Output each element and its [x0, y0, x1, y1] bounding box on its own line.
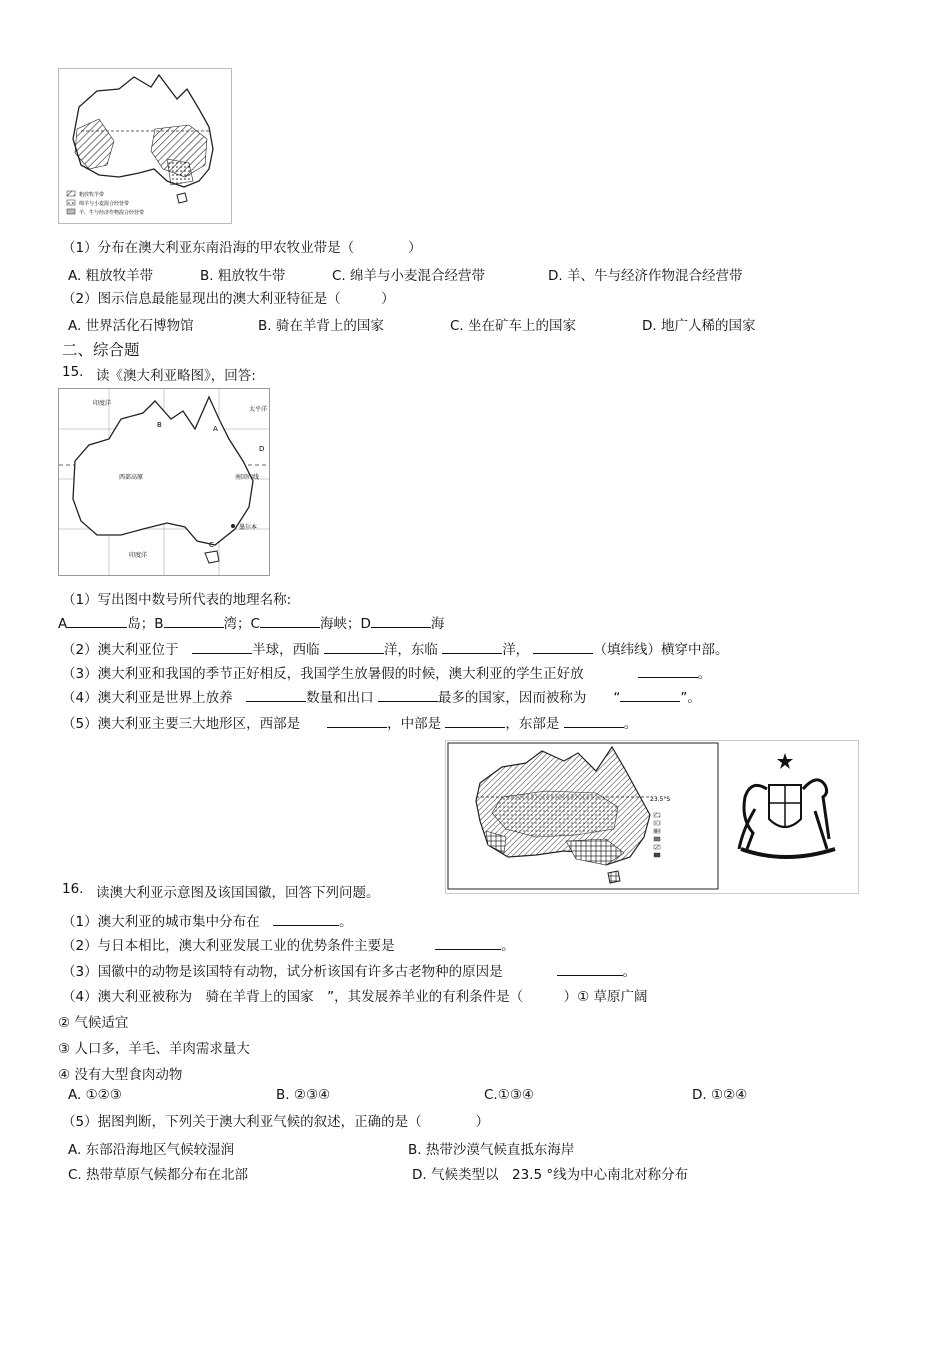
- blank-hemisphere[interactable]: [192, 640, 252, 654]
- text-b: 岛；B: [127, 616, 164, 632]
- blank-holiday[interactable]: [638, 664, 698, 678]
- q14-part2-option-b[interactable]: B. 骑在羊背上的国家: [258, 318, 384, 334]
- text: （3）澳大利亚和我国的季节正好相反，我国学生放暑假的时候，澳大利亚的学生正好放: [62, 666, 584, 682]
- q16-sub5: （5）据图判断，下列关于澳大利亚气候的叙述，正确的是（ ）: [62, 1114, 490, 1130]
- text: （填纬线）横穿中部。: [593, 642, 729, 658]
- text: （3）国徽中的动物是该国特有动物，试分析该国有许多古老物种的原因是: [62, 964, 503, 980]
- q14-part1-option-d[interactable]: D. 羊、牛与经济作物混合经营带: [548, 268, 743, 284]
- blank-latitude[interactable]: [533, 640, 593, 654]
- map-label-c: C: [209, 541, 214, 549]
- blank-product[interactable]: [378, 688, 438, 702]
- map-label-western-plateau: 西部高原: [119, 474, 144, 481]
- blank-nickname[interactable]: [620, 688, 680, 702]
- climate-map-and-coat-of-arms: [446, 741, 858, 893]
- legend-text-1: 粗放牧羊带: [79, 192, 105, 198]
- q15-number: 15.: [62, 364, 84, 380]
- text: 。: [339, 914, 353, 930]
- q16-choice-4: ④ 没有大型食肉动物: [58, 1067, 183, 1083]
- text: 洋，: [502, 642, 530, 658]
- map-label-melbourne: 墨尔本: [239, 524, 258, 531]
- text: 。: [501, 938, 515, 954]
- q14-part2: （2）图示信息最能显现出的澳大利亚特征是（ ）: [62, 291, 395, 307]
- text-e: 海: [430, 616, 445, 632]
- legend-text-3: 羊、牛与经济作物混合经营带: [79, 210, 145, 216]
- blank-east[interactable]: [564, 714, 624, 728]
- australia-sketch-map: [59, 389, 269, 575]
- q15-sub4: [62, 686, 701, 706]
- section-heading: 二、综合题: [62, 341, 140, 359]
- text: 数量和出口: [306, 690, 374, 706]
- text: 。: [697, 666, 712, 682]
- q15-sub1-fill: [58, 612, 444, 632]
- map-label-indian-ocean-south: 印度洋: [129, 552, 148, 559]
- blank-west-ocean[interactable]: [324, 640, 384, 654]
- text: 。: [623, 716, 638, 732]
- q14-part2-option-d[interactable]: D. 地广人稀的国家: [642, 318, 756, 334]
- q16-sub4-option-b[interactable]: B. ②③④: [276, 1087, 331, 1103]
- q16-sub5-option-b[interactable]: B. 热带沙漠气候直抵东海岸: [408, 1142, 575, 1158]
- text: （4）澳大利亚是世界上放养: [62, 690, 233, 706]
- text: 最多的国家，因而被称为: [437, 690, 587, 706]
- q14-part1-option-a[interactable]: A. 粗放牧羊带: [68, 268, 154, 284]
- agriculture-map: [59, 69, 231, 223]
- q16-sub4: （4）澳大利亚被称为 骑在羊背上的国家 ”，其发展养羊业的有利条件是（ ）① 草原广阔: [62, 989, 648, 1005]
- blank-west[interactable]: [327, 714, 387, 728]
- map-label-a: A: [213, 425, 218, 433]
- map-label-pacific: 太平洋: [249, 406, 268, 413]
- blank-a[interactable]: [67, 614, 127, 628]
- text: （1）澳大利亚的城市集中分布在: [62, 914, 260, 930]
- q16-sub1: [62, 910, 353, 930]
- blank-c[interactable]: [260, 614, 320, 628]
- tropic-label: 23.5°S: [650, 796, 671, 803]
- text: 。: [622, 964, 637, 980]
- text: 洋，东临: [383, 642, 438, 658]
- blank-b[interactable]: [164, 614, 224, 628]
- agriculture-map-figure: [58, 68, 232, 224]
- blank-advantage[interactable]: [435, 936, 501, 950]
- q16-sub4-option-a[interactable]: A. ①②③: [68, 1087, 122, 1103]
- q14-part1-option-c[interactable]: C. 绵羊与小麦混合经营带: [332, 268, 486, 284]
- q16-choice-3: ③ 人口多，羊毛、羊肉需求量大: [58, 1041, 250, 1057]
- blank-central[interactable]: [445, 714, 505, 728]
- text-c: 湾；C: [223, 616, 260, 632]
- text: ，东部是: [505, 716, 560, 732]
- q16-number: 16.: [62, 881, 84, 897]
- q14-part2-option-c[interactable]: C. 坐在矿车上的国家: [450, 318, 577, 334]
- legend-text-2: 绵羊与小麦混合经营带: [79, 201, 130, 207]
- map-label-tropic: 南回归线: [235, 474, 260, 481]
- text: 半球，西临: [252, 642, 320, 658]
- map-label-indian-ocean-north: 印度洋: [93, 400, 112, 407]
- q16-sub5-option-a[interactable]: A. 东部沿海地区气候较湿润: [68, 1142, 235, 1158]
- q15-sub3: [62, 662, 711, 682]
- q16-sub5-option-c[interactable]: C. 热带草原气候都分布在北部: [68, 1167, 249, 1183]
- blank-cities[interactable]: [273, 912, 339, 926]
- text: “: [613, 690, 621, 706]
- q15-sub2: [62, 638, 728, 658]
- text: ”。: [680, 690, 701, 706]
- q15-sub1: （1）写出图中数号所代表的地理名称:: [62, 592, 292, 608]
- q16-sub2: [62, 934, 515, 954]
- text-d: 海峡；D: [319, 616, 371, 632]
- q16-stem: 读澳大利亚示意图及该国国徽，回答下列问题。: [96, 885, 380, 901]
- q16-sub4-option-d[interactable]: D. ①②④: [692, 1087, 748, 1103]
- q15-sub5: [62, 712, 637, 732]
- q16-choice-2: ② 气候适宜: [58, 1015, 129, 1031]
- blank-d[interactable]: [371, 614, 431, 628]
- q15-stem: 读《澳大利亚略图》，回答:: [96, 368, 256, 384]
- australia-sketch-figure: [58, 388, 270, 576]
- blank-east-ocean[interactable]: [442, 640, 502, 654]
- text-a: A: [58, 616, 68, 632]
- text: （2）澳大利亚位于: [62, 642, 179, 658]
- blank-animal[interactable]: [246, 688, 306, 702]
- map-label-b: B: [157, 421, 162, 429]
- text: （2）与日本相比，澳大利亚发展工业的优势条件主要是: [62, 938, 395, 954]
- q16-sub5-option-d[interactable]: D. 气候类型以 23.5 °线为中心南北对称分布: [412, 1167, 689, 1183]
- climate-and-emblem-figure: [445, 740, 859, 894]
- text: （5）澳大利亚主要三大地形区，西部是: [62, 716, 301, 732]
- map-label-d: D: [259, 445, 265, 453]
- coat-of-arms-emblem: [739, 753, 835, 857]
- q14-part2-option-a[interactable]: A. 世界活化石博物馆: [68, 318, 194, 334]
- q14-part1-option-b[interactable]: B. 粗放牧牛带: [200, 268, 286, 284]
- q14-part1: （1）分布在澳大利亚东南沿海的甲农牧业带是（ ）: [62, 240, 422, 256]
- q16-sub4-option-c[interactable]: C.①③④: [484, 1087, 535, 1103]
- blank-reason[interactable]: [557, 962, 623, 976]
- q16-sub3: [62, 960, 636, 980]
- text: ，中部是: [387, 716, 442, 732]
